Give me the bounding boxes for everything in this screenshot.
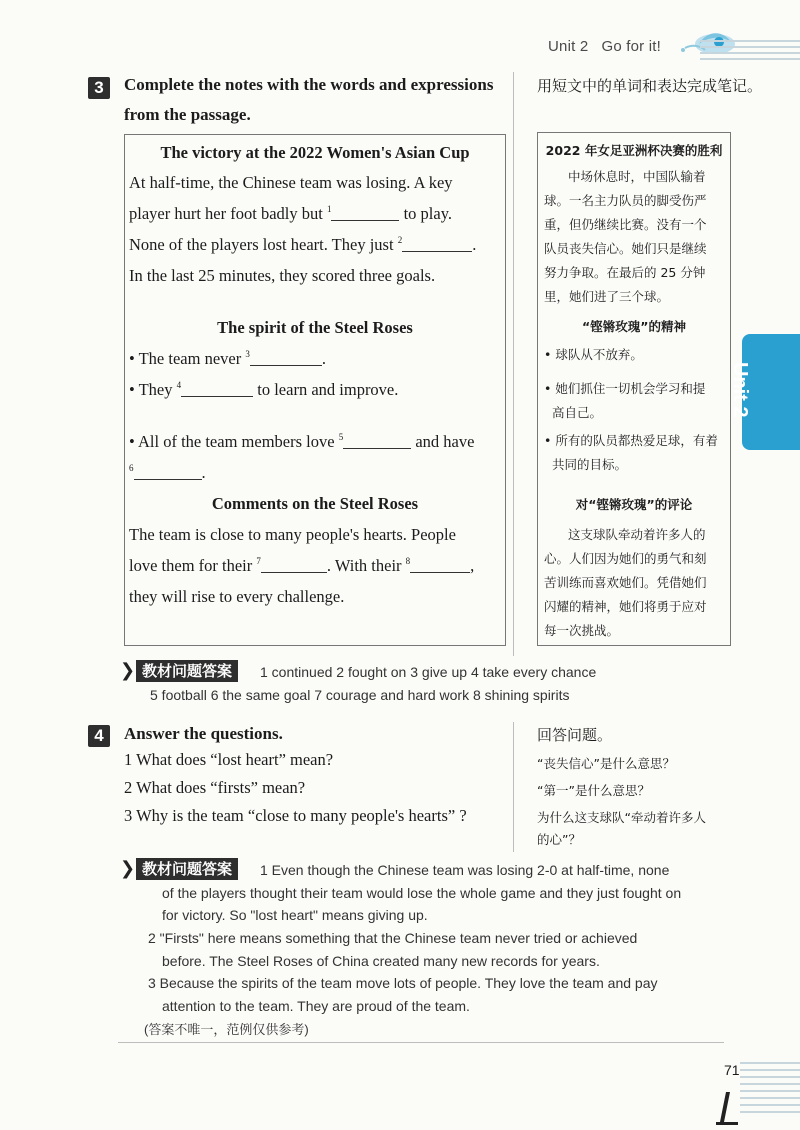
question-1-cn: “丧失信心”是什么意思？ [537,756,675,771]
cn-heading-spirit: “铿锵玫瑰”的精神 [582,319,686,334]
cn-line: 闪耀的精神，她们将勇于应对 [544,599,707,614]
text: . [321,349,326,368]
header-title: Go for it! [601,38,662,55]
exercise-4-instruction: Answer the questions. [124,724,283,743]
blank-number-7: 7 [256,556,261,566]
answer-1-line2: of the players thought their team would lose the whole game and they just fought on [162,885,682,901]
blank-5[interactable] [343,435,411,449]
text: love them for their [129,556,253,575]
cn-line: 共同的目标。 [552,457,628,472]
notes-heading-spirit: The spirit of the Steel Roses [217,318,413,337]
cn-line: 努力争取。在最后的 25 分钟 [544,265,706,280]
blank-8[interactable] [410,559,470,573]
exercise-3-badge: 3 [88,77,110,99]
answer-2-line1: 2 "Firsts" here means something that the Chinese team never tried or achieved [148,930,638,946]
notes-bullet-1 [129,349,326,369]
notes-p3-line2 [129,556,474,576]
cn-line: • 球队从不放弃。 [544,347,643,362]
text: and have [415,432,475,451]
notes-box-cn [537,132,731,646]
cn-line: 重，但仍继续比赛。没有一个 [544,217,707,232]
exercise-4-instruction-cn: 回答问题。 [537,726,613,744]
notes-p1-line1: At half-time, the Chinese team was losing. A key [129,173,453,192]
blank-4[interactable] [181,383,253,397]
question-3-cn: 为什么这支球队“牵动着许多人 [537,810,706,825]
blank-number-1: 1 [326,204,332,214]
text: • The team never [129,349,242,368]
text: • All of the team members love [129,432,335,451]
header-unit-title [548,38,661,55]
cn-line: 球。一名主力队员的脚受伤严 [544,193,707,208]
text: None of the players lost heart. They just [129,235,394,254]
answer-3-line1: 3 Because the spirits of the team move lots of people. They love the team and pay [148,975,658,991]
blank-number-6: 6 [129,463,134,473]
blank-number-4: 4 [176,380,182,390]
answer-note: (答案不唯一，范例仅供参考) [144,1022,309,1037]
text: to play. [403,204,452,223]
notes-p1-line2 [129,204,452,224]
cn-line: • 所有的队员都热爱足球，有着 [544,433,718,448]
text: . With their [326,556,402,575]
question-3: 3 Why is the team “close to many people's hearts” ? [124,806,467,825]
cn-heading-comments: 对“铿锵玫瑰”的评论 [575,497,693,512]
text: , [470,556,475,575]
blank-6[interactable] [134,466,202,480]
blank-number-8: 8 [405,556,411,566]
answers-tag-3: 教材问题答案 [136,660,238,682]
notes-p3-line1: The team is close to many people's hearts. People [129,525,456,544]
notes-p3-line3: they will rise to every challenge. [129,587,345,606]
text: • They [129,380,173,399]
answers-tag-4: 教材问题答案 [136,858,238,880]
cn-line: 苦训练而喜欢她们。凭借她们 [544,575,707,590]
footer-decoration [740,1062,800,1118]
cn-line: 这支球队牵动着许多人的 [568,527,706,542]
cn-line: 心。人们因为她们的勇气和刻 [544,551,707,566]
question-3-cn-cont: 的心”？ [537,832,581,847]
blank-3[interactable] [250,352,322,366]
notes-bullet-3 [129,432,474,452]
notes-heading-comments: Comments on the Steel Roses [211,494,419,513]
answer-2-line2: before. The Steel Roses of China created many new records for years. [162,953,600,969]
bottom-rule [118,1042,724,1043]
notes-p1-line3 [129,235,476,255]
cn-line: 每一次挑战。 [544,623,620,638]
question-2-cn: “第一”是什么意思？ [537,783,650,798]
cn-line: 队员丧失信心。她们只是继续 [544,241,707,256]
cn-line: 里，她们进了三个球。 [544,289,670,304]
chevron-right-icon: ❯ [120,660,136,681]
blank-1[interactable] [331,207,399,221]
blank-number-5: 5 [338,432,344,442]
blank-number-2: 2 [397,235,403,245]
exercise-3-instruction-cn: 用短文中的单词和表达完成笔记。 [537,77,763,95]
answers-3-line1: 1 continued 2 fought on 3 give up 4 take every chance [260,664,597,680]
column-divider-2 [513,722,514,852]
exercise-3-instruction-line1: Complete the notes with the words and expressions [124,75,494,94]
answer-1-line1: 1 Even though the Chinese team was losing 2-0 at half-time, none [260,862,670,878]
page-number: 71 [724,1062,740,1078]
exercise-4-badge: 4 [88,725,110,747]
answer-3-line2: attention to the team. They are proud of the team. [162,998,470,1014]
blank-2[interactable] [402,238,472,252]
text: . [472,235,477,254]
notes-box [124,134,506,646]
header-decoration [700,40,800,66]
corner-mark-icon [716,1092,738,1126]
cn-line: 中场休息时，中国队输着 [568,169,706,184]
notes-bullet-3-cont [129,463,206,483]
blank-number-3: 3 [245,349,250,359]
text: to learn and improve. [257,380,399,399]
cn-line: 高自己。 [552,405,603,420]
cn-heading-victory: 2022 年女足亚洲杯决赛的胜利 [545,143,723,158]
answers-3-line2: 5 football 6 the same goal 7 courage and hard work 8 shining spirits [150,687,570,703]
blank-7[interactable] [261,559,327,573]
header-unit: Unit 2 [548,38,589,55]
unit-side-tab-label: Unit 2 [729,362,751,418]
unit-side-tab[interactable] [729,334,800,450]
cn-line: • 她们抓住一切机会学习和提 [544,381,706,396]
notes-heading-victory: The victory at the 2022 Women's Asian Cup [160,143,470,162]
exercise-3-instruction-line2: from the passage. [124,105,251,124]
answer-1-line3: for victory. So "lost heart" means giving up. [162,907,428,923]
text: . [201,463,206,482]
question-2: 2 What does “firsts” mean? [124,778,306,797]
question-1: 1 What does “lost heart” mean? [124,750,334,769]
column-divider [513,72,514,656]
notes-p1-line4: In the last 25 minutes, they scored three goals. [129,266,436,285]
text: player hurt her foot badly but [129,204,323,223]
chevron-right-icon: ❯ [120,858,136,879]
notes-bullet-2 [129,380,398,400]
